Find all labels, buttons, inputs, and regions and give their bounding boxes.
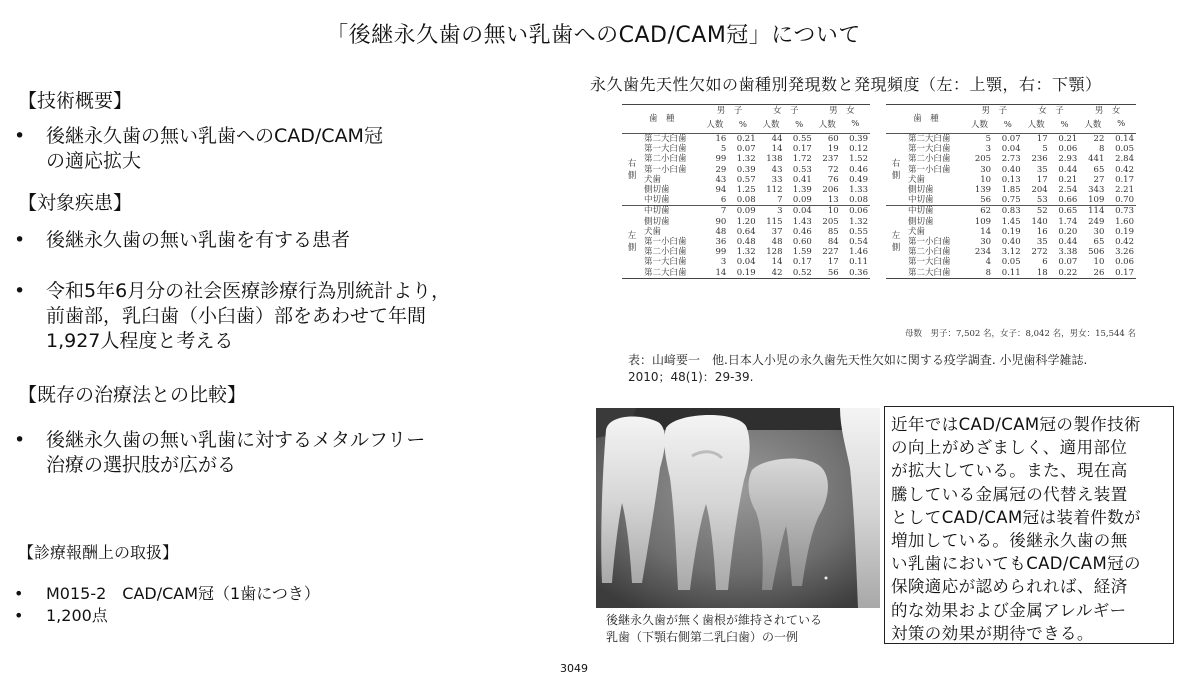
value-cell: 48 (715, 226, 727, 237)
value-cell: 0.04 (784, 206, 813, 217)
value-cell: 0.39 (736, 164, 756, 175)
value-cell: 237 (822, 154, 839, 165)
value-cell: 14 (980, 226, 992, 237)
value-cell: 0.21 (728, 134, 757, 145)
value-cell: 115 (766, 216, 783, 227)
side-label: 左 側 (622, 206, 642, 278)
header-sub: % (738, 120, 747, 131)
tooth-name-cell: 第一大臼歯 (644, 257, 687, 268)
table-row (886, 175, 1136, 185)
value-cell: 90 (715, 216, 727, 227)
tooth-name-cell: 第二小臼歯 (908, 247, 951, 258)
value-cell: 140 (1031, 216, 1048, 227)
header-group: 男 子 (981, 106, 1008, 117)
value-cell: 76 (827, 174, 839, 185)
value-cell: 17 (1023, 134, 1050, 145)
value-cell: 60 (814, 134, 841, 145)
mother-count: 母数 男子：7,502 名，女子：8,042 名，男女：15,544 名 (905, 329, 1137, 339)
value-cell: 42 (771, 267, 783, 278)
value-cell: 234 (974, 247, 992, 258)
caption-line-2: 乳歯（下顎右側第二乳臼歯）の一例 (606, 630, 799, 644)
table-row (622, 268, 870, 278)
caption-line-1: 後継永久歯が無く歯根が維持されている (606, 613, 823, 627)
value-cell: 1.85 (1001, 185, 1021, 196)
value-cell: 0.64 (736, 226, 756, 237)
table-row (886, 237, 1136, 247)
box-line-4: 騰している金属冠の代替え装置 (891, 484, 1128, 504)
value-cell: 343 (1088, 185, 1105, 196)
value-cell: 1.33 (849, 185, 868, 196)
value-cell: 0.04 (1001, 144, 1021, 155)
bullet-dot: • (14, 606, 24, 625)
value-cell: 0.42 (1115, 237, 1134, 248)
tooth-name-cell: 第二小臼歯 (908, 154, 951, 165)
header-sub: 人数 (706, 120, 724, 131)
value-cell: 14 (771, 144, 783, 155)
value-cell: 14 (715, 267, 727, 278)
value-cell: 138 (766, 154, 783, 165)
table-row (886, 134, 1136, 145)
tooth-name-cell: 中切歯 (642, 206, 701, 217)
value-cell: 16 (701, 134, 728, 145)
value-cell: 128 (766, 247, 783, 258)
tooth-name-cell: 中切歯 (906, 206, 966, 217)
overview-line-2: の適応拡大 (46, 150, 142, 172)
tooth-name-cell: 第二大臼歯 (642, 134, 701, 145)
value-cell: 1.32 (736, 247, 756, 258)
value-cell: 1.20 (736, 216, 756, 227)
value-cell: 0.40 (1001, 237, 1021, 248)
value-cell: 2.73 (1001, 154, 1021, 165)
value-cell: 3 (758, 206, 785, 217)
box-line-7: い乳歯においてもCAD/CAM冠の (891, 554, 1141, 574)
bullet-dot: • (14, 429, 26, 451)
value-cell: 0.07 (1058, 257, 1078, 268)
side-label: 左 側 (886, 206, 906, 278)
table-row (622, 247, 870, 257)
value-cell: 0.11 (849, 257, 868, 268)
value-cell: 72 (827, 164, 839, 175)
value-cell: 8 (985, 267, 992, 278)
value-cell: 3.26 (1115, 247, 1134, 258)
value-cell: 53 (1036, 195, 1048, 206)
value-cell: 0.17 (1115, 267, 1134, 278)
value-cell: 112 (766, 185, 783, 196)
value-cell: 1.43 (792, 216, 812, 227)
page-title: 「後継永久歯の無い乳歯へのCAD/CAM冠」について (326, 23, 861, 48)
table-row (886, 144, 1136, 154)
table-row (622, 175, 870, 185)
value-cell: 26 (1093, 267, 1105, 278)
value-cell: 17 (1036, 174, 1048, 185)
value-cell: 236 (1031, 154, 1048, 165)
value-cell: 1.39 (792, 185, 812, 196)
value-cell: 0.12 (849, 144, 868, 155)
header-group: 男 女 (829, 106, 855, 117)
box-line-5: としてCAD/CAM冠は装着件数が (891, 507, 1141, 527)
table-row (886, 185, 1136, 195)
box-line-8: 保険適応が認められれば、経済 (891, 577, 1128, 597)
value-cell: 0.17 (792, 257, 812, 268)
fee-points: 1,200点 (46, 606, 108, 625)
tooth-name-cell: 犬歯 (908, 174, 926, 185)
source-line-2: 2010；48(1)：29-39. (628, 370, 754, 384)
value-cell: 114 (1079, 206, 1106, 217)
tooth-name-cell: 第二大臼歯 (644, 267, 687, 278)
fee-heading: 【診療報酬上の取扱】 (18, 543, 179, 562)
value-cell: 0.14 (1106, 134, 1136, 145)
value-cell: 0.36 (849, 267, 868, 278)
lower-jaw-table (886, 104, 1136, 279)
value-cell: 29 (715, 164, 727, 175)
value-cell: 18 (1036, 267, 1048, 278)
table-row (622, 134, 870, 145)
value-cell: 56 (980, 195, 992, 206)
table-row (622, 206, 870, 217)
tooth-name-cell: 犬歯 (644, 226, 662, 237)
value-cell: 33 (771, 174, 783, 185)
value-cell: 0.07 (993, 134, 1023, 145)
value-cell: 1.60 (1115, 216, 1134, 227)
value-cell: 0.75 (1001, 195, 1021, 206)
table-source (628, 352, 1087, 386)
value-cell: 2.93 (1058, 154, 1078, 165)
value-cell: 1.74 (1058, 216, 1078, 227)
tooth-name-cell: 側切歯 (644, 216, 670, 227)
header-sub: % (1060, 120, 1069, 131)
value-cell: 0.11 (1001, 267, 1021, 278)
value-cell: 0.19 (1001, 226, 1021, 237)
target-heading: 【対象疾患】 (18, 192, 133, 214)
explanation-box (884, 406, 1174, 644)
tooth-name-cell: 第二小臼歯 (644, 247, 687, 258)
value-cell: 1.52 (849, 154, 868, 165)
value-cell: 8 (1098, 144, 1105, 155)
box-line-9: 的な効果および金属アレルギー (891, 600, 1127, 620)
table-row (886, 206, 1136, 217)
header-tooth-type: 歯 種 (648, 113, 675, 124)
value-cell: 30 (980, 237, 992, 248)
tooth-name-cell: 第一小臼歯 (908, 164, 951, 175)
value-cell: 14 (771, 257, 783, 268)
header-sub: % (1117, 119, 1126, 130)
value-cell: 205 (822, 216, 839, 227)
value-cell: 3.38 (1058, 247, 1078, 258)
value-cell: 0.22 (1058, 267, 1078, 278)
value-cell: 249 (1088, 216, 1105, 227)
value-cell: 44 (758, 134, 785, 145)
value-cell: 13 (827, 195, 839, 206)
value-cell: 7 (701, 206, 728, 217)
side-label: 右 側 (622, 134, 642, 206)
header-group: 男 女 (1094, 106, 1121, 117)
value-cell: 52 (1023, 206, 1050, 217)
value-cell: 0.09 (728, 206, 757, 217)
value-cell: 3.12 (1001, 247, 1021, 258)
table-row (886, 217, 1136, 227)
tooth-name-cell: 第二小臼歯 (644, 154, 687, 165)
value-cell: 0.46 (849, 164, 868, 175)
tooth-name-cell: 中切歯 (644, 195, 670, 206)
value-cell: 3 (720, 257, 727, 268)
value-cell: 6 (1042, 257, 1048, 268)
value-cell: 1.32 (736, 154, 756, 165)
value-cell: 272 (1031, 247, 1048, 258)
value-cell: 1.72 (792, 154, 812, 165)
value-cell: 1.46 (849, 247, 868, 258)
bullet-dot: • (14, 229, 26, 251)
value-cell: 99 (715, 154, 727, 165)
value-cell: 65 (1093, 164, 1105, 175)
value-cell: 35 (1036, 164, 1048, 175)
value-cell: 0.60 (792, 237, 812, 248)
dental-xray-image (596, 408, 880, 608)
table-row (622, 154, 870, 164)
value-cell: 204 (1031, 185, 1048, 196)
value-cell: 109 (1088, 195, 1105, 206)
tooth-name-cell: 第一大臼歯 (908, 257, 951, 268)
table-row (622, 257, 870, 267)
value-cell: 0.21 (1050, 134, 1080, 145)
header-sub: % (1003, 120, 1012, 131)
value-cell: 0.08 (736, 195, 756, 206)
value-cell: 0.70 (1115, 195, 1134, 206)
value-cell: 0.07 (736, 144, 756, 155)
bullet-dot: • (14, 280, 26, 302)
compare-heading: 【既存の治療法との比較】 (18, 384, 247, 406)
header-sub: 人数 (1084, 120, 1102, 131)
value-cell: 227 (822, 247, 839, 258)
value-cell: 0.54 (849, 237, 868, 248)
header-group: 女 子 (1038, 106, 1064, 117)
tooth-name-cell: 第一大臼歯 (908, 144, 951, 155)
value-cell: 109 (974, 216, 992, 227)
value-cell: 0.06 (1058, 144, 1078, 155)
value-cell: 43 (715, 174, 727, 185)
tooth-name-cell: 第一大臼歯 (644, 144, 687, 155)
value-cell: 0.05 (1115, 144, 1134, 155)
value-cell: 1.25 (736, 185, 756, 196)
header-sub: 人数 (971, 120, 989, 131)
value-cell: 0.13 (1001, 174, 1021, 185)
overview-heading: 【技術概要】 (18, 90, 133, 112)
box-line-6: 増加している。後継永久歯の無 (891, 531, 1128, 551)
value-cell: 1.59 (792, 247, 812, 258)
table-row (886, 195, 1136, 206)
value-cell: 0.55 (849, 226, 868, 237)
table-row (886, 154, 1136, 164)
value-cell: 35 (1036, 237, 1048, 248)
header-tooth-type: 歯 種 (913, 113, 939, 124)
upper-jaw-table (622, 104, 870, 279)
box-line-10: 対策の効果が期待できる。 (891, 623, 1094, 643)
value-cell: 0.46 (792, 226, 812, 237)
table-row (886, 257, 1136, 267)
value-cell: 16 (1036, 226, 1048, 237)
header-group: 女 子 (772, 106, 799, 117)
box-line-1: 近年ではCAD/CAM冠の製作技術 (891, 415, 1141, 434)
value-cell: 0.49 (849, 174, 868, 185)
tooth-name-cell: 第二大臼歯 (906, 134, 966, 145)
table-row (622, 237, 870, 247)
compare-line-2: 治療の選択肢が広がる (46, 454, 237, 476)
table-row (622, 227, 870, 237)
header-sub: 人数 (762, 120, 780, 131)
value-cell: 0.55 (784, 134, 813, 145)
table-row (886, 247, 1136, 257)
value-cell: 17 (827, 257, 839, 268)
source-line-1: 表：山﨑要一 他.日本人小児の永久歯先天性欠如に関する疫学調査. 小児歯科学雑誌. (628, 353, 1088, 367)
value-cell: 0.21 (1058, 174, 1078, 185)
header-sub: 人数 (1027, 120, 1045, 131)
value-cell: 10 (980, 174, 992, 185)
table-row (622, 144, 870, 154)
value-cell: 0.17 (792, 144, 812, 155)
value-cell: 0.09 (792, 195, 812, 206)
value-cell: 84 (827, 237, 839, 248)
value-cell: 0.08 (849, 195, 868, 206)
value-cell: 99 (715, 247, 727, 258)
header-sub: % (851, 119, 860, 130)
value-cell: 0.05 (1001, 257, 1021, 268)
tooth-name-cell: 第一小臼歯 (908, 237, 951, 248)
box-line-3: が拡大している。また、現在高 (891, 461, 1128, 481)
value-cell: 0.57 (736, 174, 756, 185)
value-cell: 2.54 (1058, 185, 1078, 196)
value-cell: 85 (827, 226, 839, 237)
value-cell: 0.06 (1115, 257, 1134, 268)
value-cell: 0.19 (1115, 226, 1134, 237)
value-cell: 0.19 (736, 267, 756, 278)
value-cell: 0.06 (841, 206, 870, 217)
tooth-name-cell: 側切歯 (644, 185, 670, 196)
value-cell: 0.41 (792, 174, 812, 185)
table-row (622, 217, 870, 227)
tooth-name-cell: 側切歯 (908, 216, 934, 227)
value-cell: 56 (827, 267, 839, 278)
header-sub: 人数 (818, 120, 836, 131)
value-cell: 1.32 (849, 216, 868, 227)
target-line: 後継永久歯の無い乳歯を有する患者 (46, 229, 351, 251)
value-cell: 65 (1093, 237, 1105, 248)
bullet-dot: • (14, 584, 24, 603)
value-cell: 0.44 (1058, 237, 1078, 248)
header-sub: % (795, 120, 804, 131)
value-cell: 506 (1088, 247, 1105, 258)
value-cell: 0.52 (792, 267, 812, 278)
value-cell: 0.65 (1050, 206, 1080, 217)
value-cell: 0.83 (993, 206, 1023, 217)
value-cell: 94 (715, 185, 727, 196)
side-label: 右 側 (886, 134, 906, 206)
overview-line-1: 後継永久歯の無い乳歯へのCAD/CAM冠 (46, 125, 383, 147)
value-cell: 3 (985, 144, 992, 155)
value-cell: 2.84 (1115, 154, 1134, 165)
tooth-name-cell: 犬歯 (644, 174, 662, 185)
page-number: 3049 (560, 662, 588, 675)
value-cell: 10 (1093, 257, 1105, 268)
value-cell: 10 (814, 206, 841, 217)
value-cell: 48 (771, 237, 783, 248)
value-cell: 2.21 (1115, 185, 1134, 196)
bullet-dot: • (14, 125, 26, 147)
value-cell: 0.04 (736, 257, 756, 268)
tooth-name-cell: 犬歯 (908, 226, 926, 237)
table-row (622, 185, 870, 195)
table-row (886, 165, 1136, 175)
stat-line-2: 前歯部，乳臼歯（小臼歯）部をあわせて年間 (46, 305, 427, 327)
value-cell: 441 (1088, 154, 1105, 165)
table-row (622, 165, 870, 175)
table-row (886, 227, 1136, 237)
value-cell: 5 (720, 144, 727, 155)
value-cell: 0.53 (792, 164, 812, 175)
value-cell: 22 (1079, 134, 1106, 145)
header-group: 男 子 (716, 106, 743, 117)
value-cell: 4 (985, 257, 992, 268)
value-cell: 0.17 (1115, 174, 1134, 185)
value-cell: 62 (966, 206, 993, 217)
xray-caption (606, 612, 822, 646)
value-cell: 0.73 (1106, 206, 1136, 217)
value-cell: 0.48 (736, 237, 756, 248)
tooth-name-cell: 中切歯 (908, 195, 934, 206)
value-cell: 5 (966, 134, 993, 145)
fee-code: M015-2 CAD/CAM冠（1歯につき） (46, 584, 320, 603)
value-cell: 139 (974, 185, 992, 196)
value-cell: 5 (1042, 144, 1048, 155)
table-title: 永久歯先天性欠如の歯種別発現数と発現頻度（左：上顎，右：下顎） (590, 75, 1102, 94)
value-cell: 30 (1093, 226, 1105, 237)
value-cell: 0.44 (1058, 164, 1078, 175)
value-cell: 43 (771, 164, 783, 175)
value-cell: 6 (720, 195, 727, 206)
value-cell: 7 (777, 195, 783, 206)
value-cell: 19 (827, 144, 839, 155)
value-cell: 30 (980, 164, 992, 175)
tooth-name-cell: 第一小臼歯 (644, 164, 687, 175)
value-cell: 0.20 (1058, 226, 1078, 237)
box-line-2: の向上がめざましく、適用部位 (891, 438, 1128, 458)
value-cell: 0.42 (1115, 164, 1134, 175)
compare-line-1: 後継永久歯の無い乳歯に対するメタルフリー (46, 429, 426, 451)
value-cell: 1.45 (1001, 216, 1021, 227)
value-cell: 0.39 (841, 134, 870, 145)
value-cell: 36 (715, 237, 727, 248)
table-row (886, 268, 1136, 278)
tooth-name-cell: 第二大臼歯 (908, 267, 951, 278)
value-cell: 206 (822, 185, 839, 196)
stat-line-3: 1,927人程度と考える (46, 330, 234, 352)
table-row (622, 195, 870, 206)
value-cell: 0.40 (1001, 164, 1021, 175)
tooth-name-cell: 第一小臼歯 (644, 237, 687, 248)
value-cell: 27 (1093, 174, 1105, 185)
value-cell: 0.66 (1058, 195, 1078, 206)
stat-line-1: 令和5年6月分の社会医療診療行為別統計より， (46, 280, 451, 302)
value-cell: 205 (974, 154, 992, 165)
tooth-name-cell: 側切歯 (908, 185, 934, 196)
value-cell: 37 (771, 226, 783, 237)
